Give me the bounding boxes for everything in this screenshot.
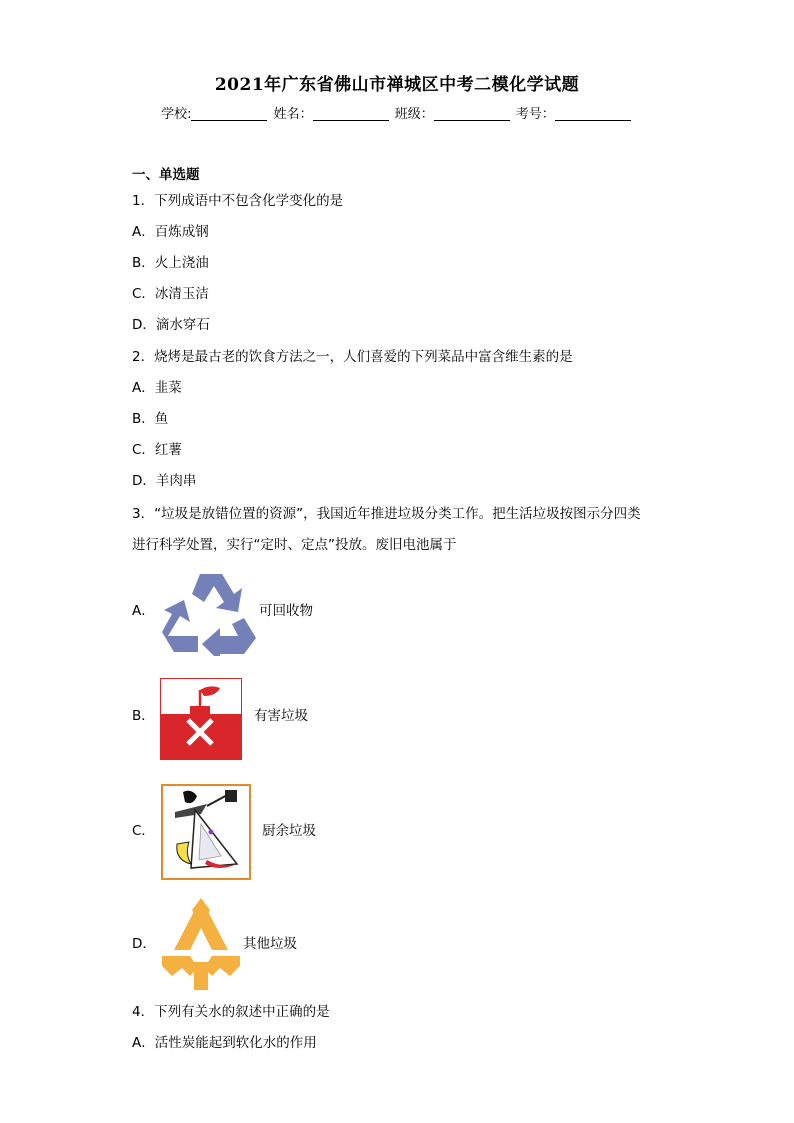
question-1-option-a[interactable]: A．百炼成钢 xyxy=(132,224,209,240)
question-4-stem: 4．下列有关水的叙述中正确的是 xyxy=(132,1004,330,1020)
question-3-option-a-caption: 可回收物 xyxy=(259,603,313,619)
question-3-option-b-caption: 有害垃圾 xyxy=(254,708,308,724)
class-label: 班级： xyxy=(394,107,434,122)
question-3-option-b-label[interactable]: B． xyxy=(132,708,155,724)
section-title: 一、单选题 xyxy=(132,167,200,183)
name-blank[interactable] xyxy=(313,106,389,121)
question-3-option-c-label[interactable]: C． xyxy=(132,823,155,839)
page-title: 2021年广东省佛山市禅城区中考二模化学试题 xyxy=(214,75,580,95)
question-3-option-d-label[interactable]: D． xyxy=(132,936,156,952)
question-2-option-d[interactable]: D．羊肉串 xyxy=(132,473,197,489)
school-blank[interactable] xyxy=(191,106,267,121)
student-info-line xyxy=(0,103,794,122)
name-label: 姓名： xyxy=(273,107,313,122)
question-2-option-c[interactable]: C．红薯 xyxy=(132,442,182,458)
kitchen-waste-icon xyxy=(161,784,251,880)
exam-number-blank[interactable] xyxy=(555,106,631,121)
question-2-option-a[interactable]: A．韭菜 xyxy=(132,380,182,396)
question-1-option-b[interactable]: B．火上浇油 xyxy=(132,255,209,271)
question-3-option-c-caption: 厨余垃圾 xyxy=(262,823,316,839)
question-3-option-a-label[interactable]: A． xyxy=(132,603,155,619)
question-3-stem-line-1: 3．“垃圾是放错位置的资源”，我国近年推进垃圾分类工作。把生活垃圾按图示分四类 xyxy=(132,506,641,522)
question-3-option-d-caption: 其他垃圾 xyxy=(243,936,297,952)
exam-number-label: 考号： xyxy=(515,107,555,122)
school-label: 学校: xyxy=(161,107,192,122)
other-waste-icon xyxy=(160,896,242,992)
question-1-stem: 1．下列成语中不包含化学变化的是 xyxy=(132,193,344,209)
question-1-option-c[interactable]: C．冰清玉洁 xyxy=(132,286,209,302)
question-2-stem: 2．烧烤是最古老的饮食方法之一，人们喜爱的下列菜品中富含维生素的是 xyxy=(132,349,573,365)
question-1-option-d[interactable]: D．滴水穿石 xyxy=(132,317,210,333)
question-2-option-b[interactable]: B．鱼 xyxy=(132,411,169,427)
hazardous-waste-icon xyxy=(160,678,242,760)
recycle-icon xyxy=(162,568,258,656)
question-4-option-a[interactable]: A．活性炭能起到软化水的作用 xyxy=(132,1035,317,1051)
class-blank[interactable] xyxy=(434,106,510,121)
question-3-stem-line-2: 进行科学处置，实行“定时、定点”投放。废旧电池属于 xyxy=(132,537,457,553)
